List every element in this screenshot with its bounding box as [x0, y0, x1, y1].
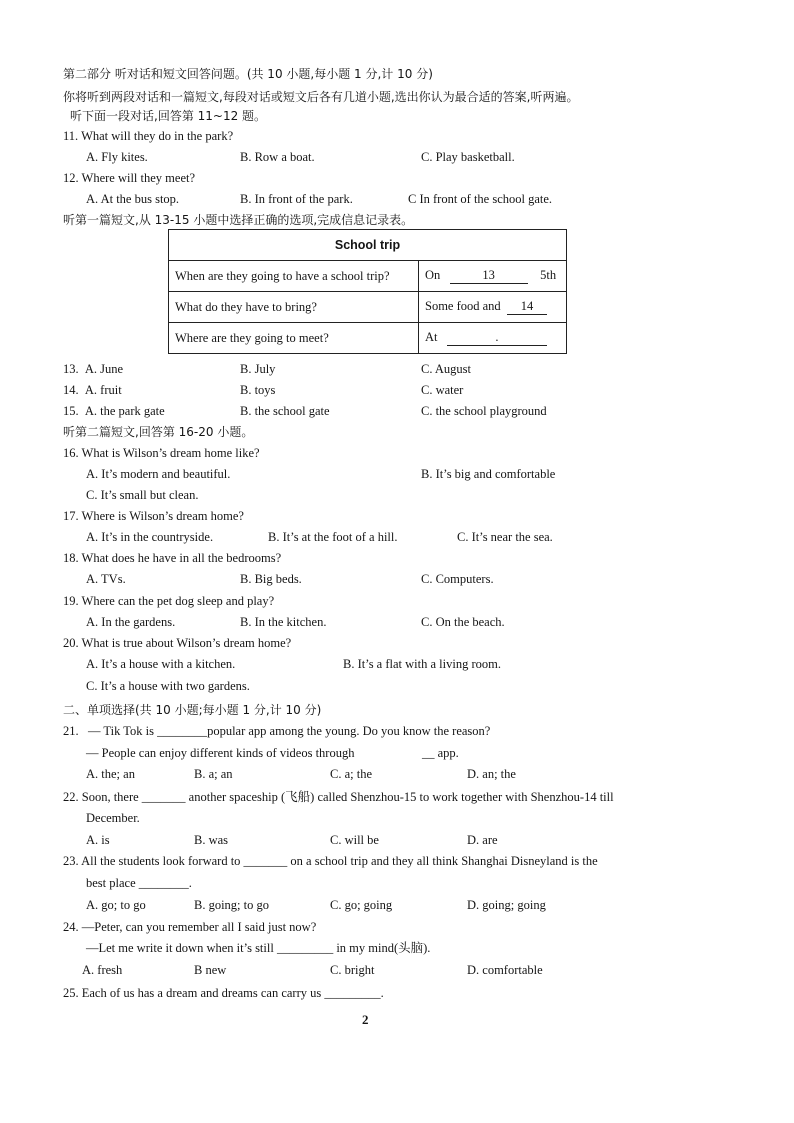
question-19: 19. Where can the pet dog sleep and play?	[63, 594, 275, 608]
option-20c: C. It’s a house with two gardens.	[86, 679, 250, 693]
option-13c: C. August	[421, 362, 472, 376]
option-13a: A. June	[84, 362, 124, 376]
question-number: 11.	[63, 129, 79, 143]
question-text: Soon, there _______ another spaceship (飞船) called Shenzhou-15 to work together with Shenzhou-14 till	[81, 790, 614, 804]
option-11b: B. Row a boat.	[240, 150, 315, 164]
option-18b: B. Big beds.	[240, 572, 302, 586]
option-23b: B. going; to go	[194, 898, 270, 912]
option-17a: A. It’s in the countryside.	[86, 530, 214, 544]
question-11	[63, 128, 233, 144]
table-row	[169, 292, 567, 323]
question-text: Each of us has a dream and dreams can carry us _________.	[81, 986, 384, 1000]
option-23d: D. going; going	[467, 898, 546, 912]
option-19a: A. In the gardens.	[86, 615, 176, 629]
question-text: Where is Wilson’s dream home?	[81, 509, 244, 523]
question-17: 17. Where is Wilson’s dream home?	[63, 509, 244, 523]
option-22d: D. are	[467, 833, 498, 847]
option-15b: B. the school gate	[240, 404, 330, 418]
question-text: Where will they meet?	[81, 171, 196, 185]
question-13: 13. A. June	[63, 362, 124, 376]
question-text: All the students look forward to _______ on a school trip and they all think Shanghai Disneyland is the	[81, 854, 598, 868]
table-row	[169, 323, 567, 354]
question-text: What is Wilson’s dream home like?	[81, 446, 260, 460]
option-17c: C. It’s near the sea.	[457, 530, 553, 544]
question-text: What will they do in the park?	[81, 129, 234, 143]
option-16b: B. It’s big and comfortable	[421, 467, 556, 481]
table-question: What do they have to bring?	[169, 292, 419, 323]
option-12a: A. At the bus stop.	[86, 192, 180, 206]
question-16: 16. What is Wilson’s dream home like?	[63, 446, 260, 460]
single-choice-heading: 二、单项选择(共 10 小题;每小题 1 分,计 10 分)	[63, 703, 322, 717]
option-21d: D. an; the	[467, 767, 516, 781]
option-24d: D. comfortable	[467, 963, 543, 977]
option-18c: C. Computers.	[421, 572, 494, 586]
option-22b: B. was	[194, 833, 229, 847]
answer-blank[interactable]: 14	[507, 299, 547, 315]
question-number: 12.	[63, 171, 79, 185]
question-24: 24. —Peter, can you remember all I said just now?	[63, 920, 317, 934]
question-15: 15. A. the park gate	[63, 404, 165, 418]
answer-blank[interactable]: .	[447, 330, 547, 346]
answer-blank[interactable]: 13	[450, 268, 528, 284]
question-21-line2-end: __ app.	[422, 746, 459, 760]
option-16c: C. It’s small but clean.	[86, 488, 199, 502]
option-14a: A. fruit	[84, 383, 122, 397]
question-text: — Tik Tok is ________popular app among the young. Do you know the reason?	[88, 724, 491, 738]
table-answer: At .	[419, 323, 567, 354]
option-11c: C. Play basketball.	[421, 150, 515, 164]
question-22-line2: December.	[86, 811, 140, 825]
option-21a: A. the; an	[86, 767, 135, 781]
option-19c: C. On the beach.	[421, 615, 505, 629]
option-20a: A. It’s a house with a kitchen.	[86, 657, 236, 671]
option-13b: B. July	[240, 362, 276, 376]
option-17b: B. It’s at the foot of a hill.	[268, 530, 398, 544]
option-23c: C. go; going	[330, 898, 393, 912]
option-22a: A. is	[86, 833, 110, 847]
page-number: 2	[362, 1012, 369, 1027]
table-question: Where are they going to meet?	[169, 323, 419, 354]
option-24a: A. fresh	[82, 963, 123, 977]
question-24-line2: —Let me write it down when it’s still _________ in my mind(头脑).	[86, 941, 431, 955]
question-20: 20. What is true about Wilson’s dream home?	[63, 636, 292, 650]
option-18a: A. TVs.	[86, 572, 126, 586]
part2-heading: 第二部分 听对话和短文回答问题。(共 10 小题,每小题 1 分,计 10 分)	[63, 67, 433, 81]
question-21: 21. — Tik Tok is ________popular app among the young. Do you know the reason?	[63, 724, 491, 738]
option-24c: C. bright	[330, 963, 375, 977]
option-23a: A. go; to go	[86, 898, 146, 912]
option-15a: A. the park gate	[84, 404, 165, 418]
question-text: What is true about Wilson’s dream home?	[81, 636, 292, 650]
table-row	[169, 261, 567, 292]
question-18: 18. What does he have in all the bedrooms?	[63, 551, 282, 565]
question-text: Where can the pet dog sleep and play?	[81, 594, 275, 608]
table-answer: Some food and 14	[419, 292, 567, 323]
passage2-instruction: 听第二篇短文,回答第 16-20 小题。	[63, 425, 254, 439]
question-text: What does he have in all the bedrooms?	[81, 551, 282, 565]
table-question: When are they going to have a school trip?	[169, 261, 419, 292]
question-21-line2: — People can enjoy different kinds of videos through	[86, 746, 355, 760]
option-22c: C. will be	[330, 833, 379, 847]
option-14c: C. water	[421, 383, 464, 397]
question-text: —Peter, can you remember all I said just now?	[81, 920, 317, 934]
question-12	[63, 170, 195, 186]
option-20b: B. It’s a flat with a living room.	[343, 657, 501, 671]
option-15c: C. the school playground	[421, 404, 547, 418]
option-12c: C In front of the school gate.	[408, 192, 553, 206]
question-23-line2: best place ________.	[86, 876, 192, 890]
option-11a: A. Fly kites.	[86, 150, 148, 164]
option-21c: C. a; the	[330, 767, 373, 781]
question-23: 23. All the students look forward to _______ on a school trip and they all think Shanghai Disneyland is the	[63, 854, 598, 868]
table-title: School trip	[169, 230, 567, 261]
question-25: 25. Each of us has a dream and dreams can carry us _________.	[63, 986, 384, 1000]
question-14: 14. A. fruit	[63, 383, 122, 397]
option-14b: B. toys	[240, 383, 276, 397]
dialog-instruction: 听下面一段对话,回答第 11~12 题。	[70, 109, 267, 123]
option-21b: B. a; an	[194, 767, 233, 781]
school-trip-table	[168, 229, 567, 354]
question-22: 22. Soon, there _______ another spaceship (飞船) called Shenzhou-15 to work together with Shenzhou-14 till	[63, 790, 614, 804]
option-16a: A. It’s modern and beautiful.	[86, 467, 231, 481]
part2-intro: 你将听到两段对话和一篇短文,每段对话或短文后各有几道小题,选出你认为最合适的答案,听两遍。	[63, 90, 579, 104]
option-12b: B. In front of the park.	[240, 192, 353, 206]
option-24b: B new	[194, 963, 227, 977]
table-answer: On 13 5th	[419, 261, 567, 292]
passage1-instruction: 听第一篇短文,从 13-15 小题中选择正确的选项,完成信息记录表。	[63, 213, 414, 227]
option-19b: B. In the kitchen.	[240, 615, 327, 629]
